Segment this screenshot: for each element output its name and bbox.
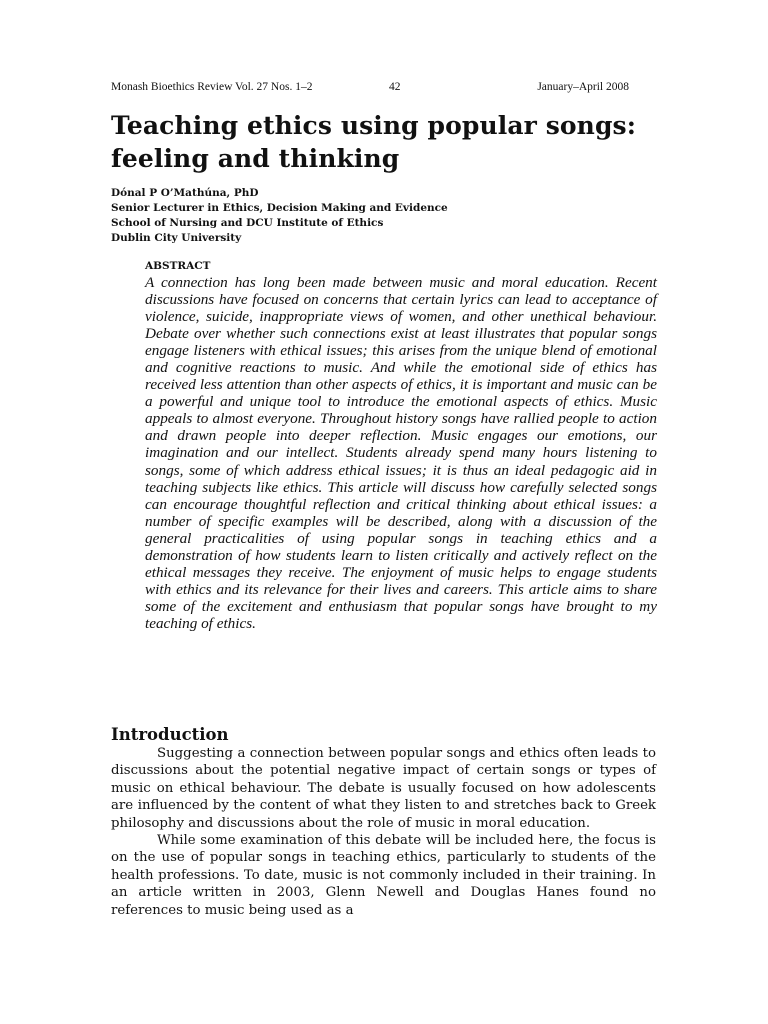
running-head: [111, 79, 629, 95]
introduction-heading: Introduction: [111, 725, 229, 744]
page-number: 42: [389, 81, 401, 93]
article-title: Teaching ethics using popular songs: feeling and thinking: [111, 111, 637, 173]
author-name: Dónal P O’Mathúna, PhD: [111, 187, 259, 199]
introduction-paragraph: While some examination of this debate will be included here, the focus is on the use of popular songs in teaching ethics, particularly to students of the health professions. To date, music is not commonly included in their training. In an article written in 2003, Glenn Newell and Douglas Hanes found no references to music being used as a: [111, 833, 656, 918]
abstract: [145, 259, 657, 632]
abstract-heading: ABSTRACT: [145, 260, 211, 272]
author-institution: Dublin City University: [111, 232, 242, 244]
introduction-body: [111, 745, 656, 919]
issue-date: January–April 2008: [537, 81, 629, 93]
abstract-text: A connection has long been made between music and moral education. Recent discussions have focused on concerns that certain lyrics can lead to acceptance of violence, suicide, inappropriate views of women, and other unethical behaviour. Debate over whether such connections exist at least illustrates that popular songs engage listeners with ethical issues; this arises from the unique blend of emotional and cognitive reactions to music. And while the emotional side of ethics has received less attention than other aspects of ethics, it is important and music can be a powerful and unique tool to introduce the emotional aspects of ethics. Music appeals to almost everyone. Throughout history songs have rallied people to action and drawn people into deeper reflection. Music engages our emotions, our imagination and our intellect. Students already spend many hours listening to songs, some of which address ethical issues; it is thus an ideal pedagogic aid in teaching subjects like ethics. This article will discuss how carefully selected songs can encourage thoughtful reflection and critical thinking about ethical issues: a number of specific examples will be described, along with a discussion of the general practicalities of using popular songs in teaching ethics and a demonstration of how students learn to listen critically and actively reflect on the ethical messages they receive. The enjoyment of music helps to engage students with ethics and its relevance for their lives and careers. This article aims to share some of the excitement and enthusiasm that popular songs have brought to my teaching of ethics.: [145, 274, 657, 632]
author-department: School of Nursing and DCU Institute of Ethics: [111, 217, 384, 229]
author-block: [111, 186, 671, 246]
author-position: Senior Lecturer in Ethics, Decision Making and Evidence: [111, 202, 448, 214]
introduction-paragraph: Suggesting a connection between popular songs and ethics often leads to discussions about the potential negative impact of certain songs or types of music on ethical behaviour. The debate is usually focused on how adolescents are influenced by the content of what they listen to and stretches back to Greek philosophy and discussions about the role of music in moral education.: [111, 746, 656, 831]
journal-citation: Monash Bioethics Review Vol. 27 Nos. 1–2: [111, 81, 313, 93]
